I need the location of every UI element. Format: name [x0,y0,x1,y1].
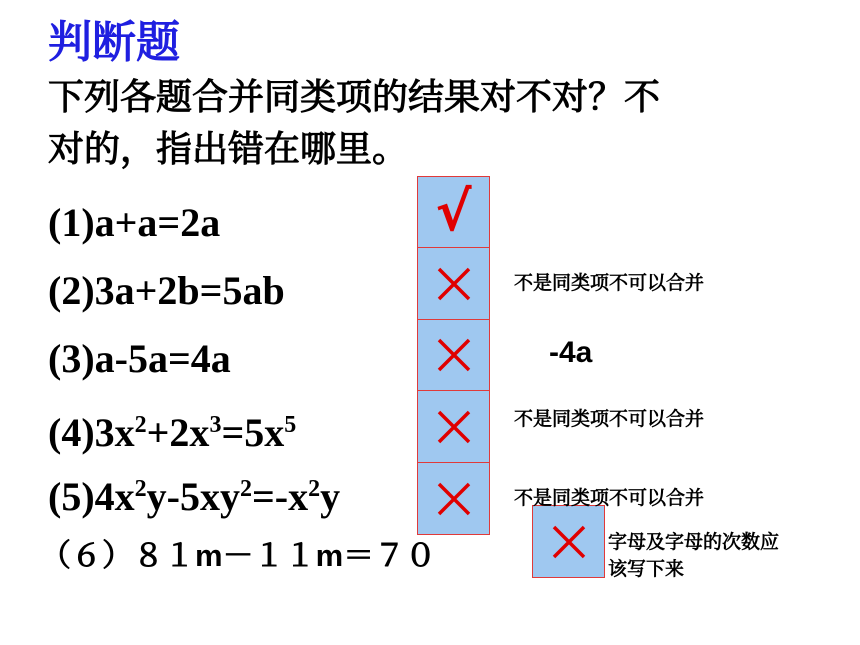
page-title: 判断题 [48,17,180,68]
note-6-line-1: 字母及字母的次数应 [608,531,780,553]
expression-1: (1)a+a=2a [48,200,221,245]
answer-box-5 [417,462,490,535]
answer-box-1 [417,176,490,248]
note-4: 不是同类项不可以合并 [514,408,705,430]
answer-box-3 [417,319,490,391]
cross-icon [434,264,474,304]
note-2: 不是同类项不可以合并 [514,272,705,294]
expression-5: $(5)4x^2y-5xy^2=-x^2y$ [48,474,341,519]
note-6-line-2: 该写下来 [608,558,685,580]
check-icon: √ [435,180,472,243]
answer-box-2 [417,247,490,320]
expression-4: $(4)3x^2+2x^3=5x^5$ [48,410,297,455]
cross-icon [434,335,474,375]
answer-box-6 [532,505,605,578]
cross-icon [434,479,474,519]
cross-icon [549,522,589,562]
question-line-1: 下列各题合并同类项的结果对不对？不 [48,77,661,118]
cross-icon [434,407,474,447]
note-5: 不是同类项不可以合并 [514,487,705,509]
expression-3: (3)a-5a=4a [48,336,231,381]
question-line-2: 对的，指出错在哪里。 [48,129,409,170]
expression-6: （６）８１m－１１m＝７０ [40,538,437,573]
note-3: -4a [549,336,593,369]
answer-box-4 [417,390,490,463]
expression-2: (2)3a+2b=5ab [48,268,285,313]
